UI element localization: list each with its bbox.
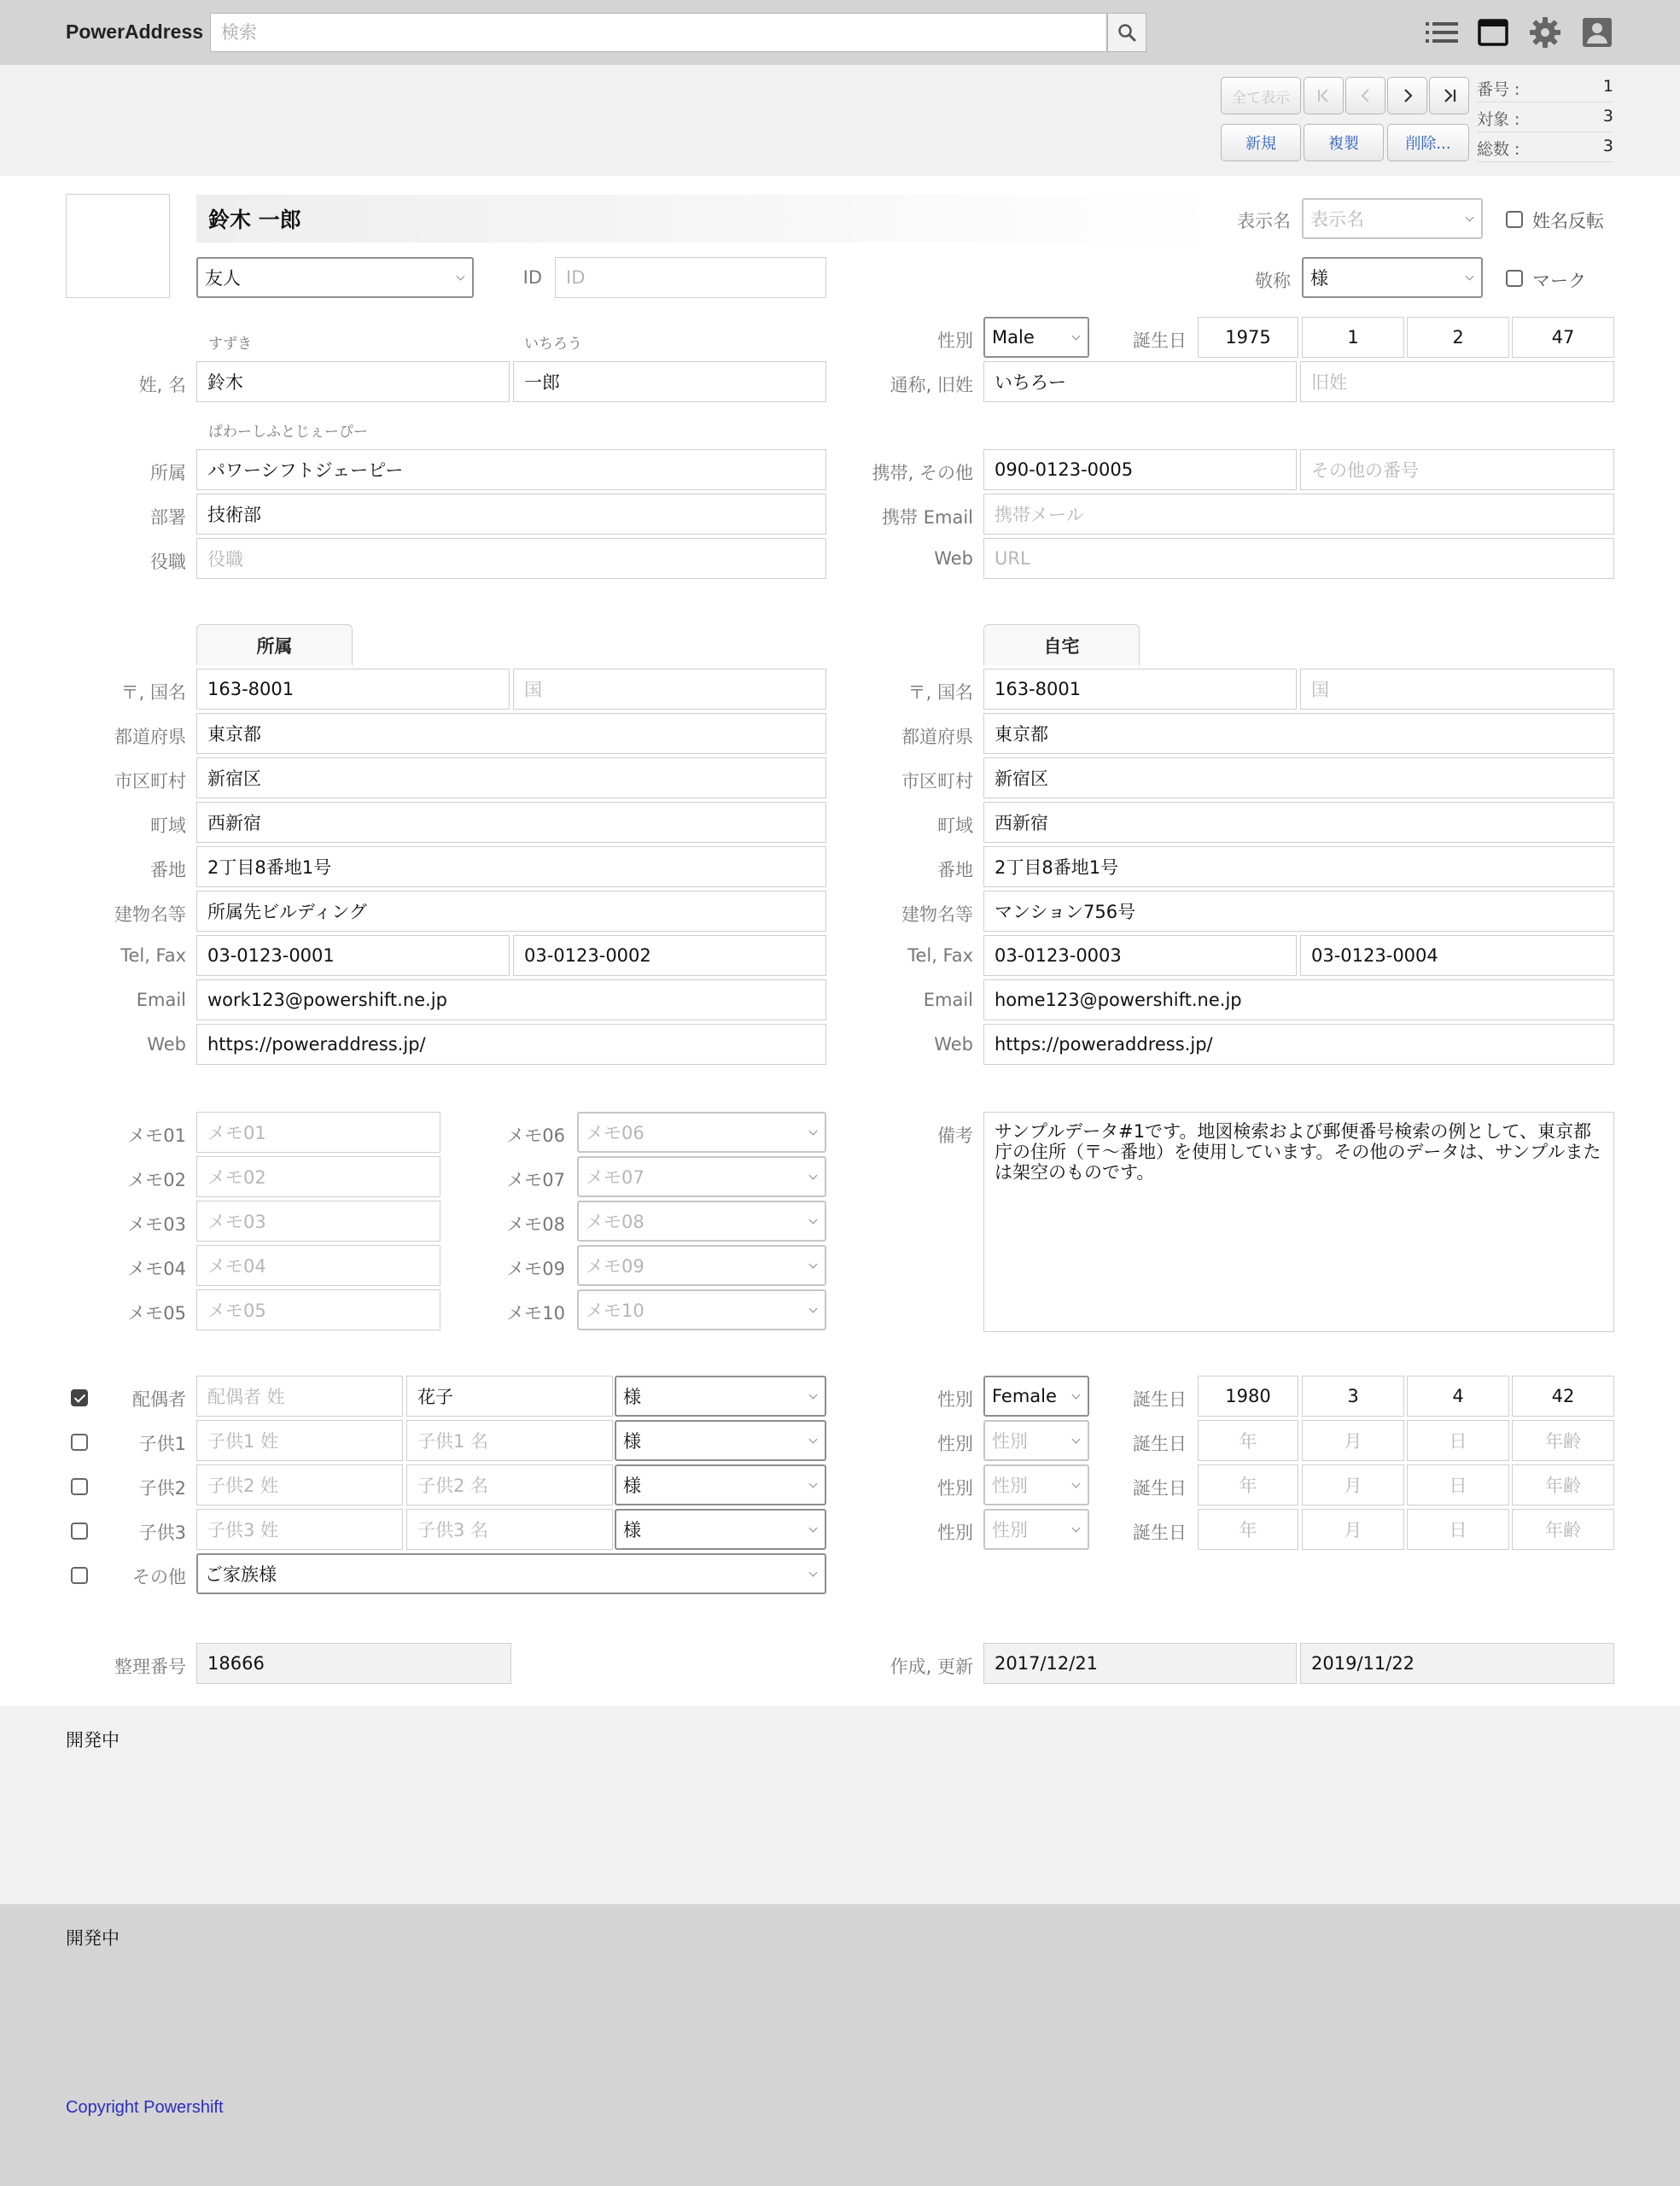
dev-notice: 開発中 — [66, 1730, 120, 1751]
memo03-label: メモ03 — [127, 1214, 186, 1235]
memo10-label: メモ10 — [506, 1303, 565, 1324]
tel-fax-label: Tel, Fax — [120, 945, 186, 966]
photo-placeholder[interactable] — [66, 194, 170, 298]
home-street-field[interactable]: 2丁目8番地1号 — [983, 846, 1614, 887]
updated-date-field: 2019/11/22 — [1300, 1643, 1614, 1684]
dept-field[interactable]: 技術部 — [196, 494, 826, 535]
child2-last-name-field[interactable]: 子供2 姓 — [196, 1464, 403, 1505]
work-fax-field[interactable]: 03-0123-0002 — [513, 935, 826, 976]
birthday-label: 誕生日 — [1133, 1434, 1187, 1454]
home-country-field[interactable]: 国 — [1300, 669, 1614, 710]
memo02-field[interactable]: メモ02 — [196, 1156, 440, 1197]
honorific-label: 敬称 — [1255, 271, 1291, 291]
gender-label: 性別 — [937, 1389, 973, 1410]
tel-fax-label: Tel, Fax — [907, 945, 973, 966]
street-label: 番地 — [150, 860, 186, 880]
show-all-button[interactable]: 全て表示 — [1221, 77, 1301, 114]
nickname-label: 通称, 旧姓 — [890, 375, 973, 395]
stat-total-count — [1477, 137, 1613, 162]
city-label: 市区町村 — [114, 771, 186, 792]
work-pref-field[interactable]: 東京都 — [196, 713, 826, 754]
mobile-email-label: 携帯 Email — [882, 507, 973, 528]
stat-value: 3 — [1602, 107, 1613, 126]
last-name-field[interactable]: 鈴木 — [196, 361, 510, 402]
memo05-field[interactable]: メモ05 — [196, 1289, 440, 1330]
memo06-label: メモ06 — [506, 1125, 565, 1146]
dev-panel-2 — [0, 1904, 1680, 2186]
birthday-label: 誕生日 — [1133, 330, 1187, 351]
child3-birth-year-field[interactable]: 年 — [1198, 1509, 1298, 1550]
new-button[interactable]: 新規 — [1221, 124, 1301, 161]
first-name-field[interactable]: 一郎 — [513, 361, 826, 402]
memo05-label: メモ05 — [127, 1303, 186, 1324]
memo04-label: メモ04 — [127, 1259, 186, 1279]
spouse-age-field[interactable]: 42 — [1512, 1376, 1614, 1417]
other-family-select[interactable]: ご家族様 — [196, 1553, 826, 1594]
maiden-name-field[interactable]: 旧姓 — [1300, 361, 1614, 402]
job-title-field[interactable]: 役職 — [196, 538, 826, 579]
stat-record-number — [1477, 77, 1613, 102]
note-label: 備考 — [937, 1125, 973, 1146]
dev-panel-1 — [0, 1706, 1680, 1904]
birthday-label: 誕生日 — [1133, 1523, 1187, 1543]
created-date-field: 2017/12/21 — [983, 1643, 1297, 1684]
memo03-field[interactable]: メモ03 — [196, 1201, 440, 1242]
org-kana: ぱわーしふとじぇーぴー — [208, 424, 368, 441]
memo09-select[interactable]: メモ09 — [577, 1245, 826, 1286]
memo06-select[interactable]: メモ06 — [577, 1112, 826, 1153]
dept-label: 部署 — [150, 507, 186, 528]
id-field[interactable]: ID — [555, 257, 826, 298]
gender-label: 性別 — [937, 1523, 973, 1543]
other-family-checkbox[interactable] — [71, 1567, 88, 1584]
pref-label: 都道府県 — [114, 727, 186, 747]
work-street-field[interactable]: 2丁目8番地1号 — [196, 846, 826, 887]
child1-label: 子供1 — [138, 1434, 186, 1454]
city-label: 市区町村 — [901, 771, 973, 792]
memo10-select[interactable]: メモ10 — [577, 1289, 826, 1330]
child2-checkbox[interactable] — [71, 1478, 88, 1495]
search-icon — [1117, 22, 1137, 43]
settings-button[interactable] — [1528, 15, 1562, 50]
memo08-label: メモ08 — [506, 1214, 565, 1235]
memo04-field[interactable]: メモ04 — [196, 1245, 440, 1286]
child1-first-name-field[interactable]: 子供1 名 — [406, 1420, 613, 1461]
spouse-gender-select[interactable]: Female — [983, 1376, 1089, 1417]
first-name-kana: いちろう — [524, 336, 582, 353]
name-reverse-label: 姓名反転 — [1532, 211, 1604, 231]
home-town-field[interactable]: 西新宿 — [983, 802, 1614, 843]
child1-birth-month-field[interactable]: 月 — [1302, 1420, 1404, 1461]
child2-honorific-select[interactable]: 様 — [615, 1464, 826, 1505]
child1-last-name-field[interactable]: 子供1 姓 — [196, 1420, 403, 1461]
work-building-field[interactable]: 所属先ビルディング — [196, 891, 826, 932]
chevron-right-icon — [1400, 88, 1415, 103]
full-name-display: 鈴木 一郎 — [196, 195, 1221, 243]
nickname-field[interactable]: いちろー — [983, 361, 1297, 402]
duplicate-button[interactable]: 複製 — [1304, 124, 1384, 161]
web-label: Web — [934, 548, 973, 569]
search-button[interactable] — [1107, 13, 1146, 52]
web-label: Web — [934, 1034, 973, 1055]
building-label: 建物名等 — [114, 904, 186, 925]
stat-value: 1 — [1602, 77, 1613, 96]
age-field[interactable]: 47 — [1512, 317, 1614, 358]
child3-age-field[interactable]: 年齢 — [1512, 1509, 1614, 1550]
child3-birth-month-field[interactable]: 月 — [1302, 1509, 1404, 1550]
work-city-field[interactable]: 新宿区 — [196, 757, 826, 798]
account-button[interactable] — [1580, 15, 1614, 50]
child2-birth-year-field[interactable]: 年 — [1198, 1464, 1298, 1505]
spouse-birth-month-field[interactable]: 3 — [1302, 1376, 1404, 1417]
record-toolbar — [0, 65, 1680, 176]
last-record-button[interactable] — [1429, 77, 1469, 114]
mobile-field[interactable]: 090-0123-0005 — [983, 449, 1297, 490]
spouse-first-name-field[interactable]: 花子 — [406, 1376, 613, 1417]
gender-select[interactable]: Male — [983, 317, 1089, 358]
stat-label: 対象 : — [1477, 110, 1520, 129]
spouse-birth-year-field[interactable]: 1980 — [1198, 1376, 1298, 1417]
child3-first-name-field[interactable]: 子供3 名 — [406, 1509, 613, 1550]
stat-label: 番号 : — [1477, 80, 1520, 99]
search-input[interactable] — [210, 13, 1107, 52]
spouse-last-name-field[interactable]: 配偶者 姓 — [196, 1376, 403, 1417]
work-country-field[interactable]: 国 — [513, 669, 826, 710]
child3-label: 子供3 — [138, 1523, 186, 1543]
child1-age-field[interactable]: 年齢 — [1512, 1420, 1614, 1461]
spouse-birth-day-field[interactable]: 4 — [1407, 1376, 1509, 1417]
mobile-email-field[interactable]: 携帯メール — [983, 494, 1614, 535]
stat-label: 総数 : — [1477, 140, 1520, 159]
child3-last-name-field[interactable]: 子供3 姓 — [196, 1509, 403, 1550]
building-label: 建物名等 — [901, 904, 973, 925]
home-tel-field[interactable]: 03-0123-0003 — [983, 935, 1297, 976]
web-label: Web — [147, 1034, 186, 1055]
tab-work[interactable]: 所属 — [196, 624, 353, 665]
name-reverse-checkbox[interactable] — [1506, 211, 1523, 228]
child2-first-name-field[interactable]: 子供2 名 — [406, 1464, 613, 1505]
last-name-kana: すずき — [208, 336, 253, 353]
mark-checkbox[interactable] — [1506, 270, 1523, 287]
memo01-field[interactable]: メモ01 — [196, 1112, 440, 1153]
ref-number-field: 18666 — [196, 1643, 511, 1684]
birth-day-field[interactable]: 2 — [1407, 317, 1509, 358]
home-building-field[interactable]: マンション756号 — [983, 891, 1614, 932]
top-bar — [0, 0, 1680, 65]
window-icon — [1478, 19, 1508, 46]
work-town-field[interactable]: 西新宿 — [196, 802, 826, 843]
dates-label: 作成, 更新 — [890, 1657, 973, 1677]
id-label: ID — [522, 267, 542, 288]
birth-year-field[interactable]: 1975 — [1198, 317, 1298, 358]
work-email-field[interactable]: work123@powershift.ne.jp — [196, 979, 826, 1020]
memo07-label: メモ07 — [506, 1170, 565, 1190]
spouse-label: 配偶者 — [132, 1389, 186, 1410]
email-label: Email — [923, 990, 973, 1010]
birthday-label: 誕生日 — [1133, 1478, 1187, 1499]
other-phone-field[interactable]: その他の番号 — [1300, 449, 1614, 490]
gender-label: 性別 — [937, 1434, 973, 1454]
home-pref-field[interactable]: 東京都 — [983, 713, 1614, 754]
town-label: 町域 — [150, 815, 186, 836]
stat-target-count — [1477, 107, 1613, 132]
org-label: 所属 — [150, 463, 186, 483]
child1-honorific-select[interactable]: 様 — [615, 1420, 826, 1461]
child2-label: 子供2 — [138, 1478, 186, 1499]
mark-label: マーク — [1532, 271, 1586, 291]
child2-age-field[interactable]: 年齢 — [1512, 1464, 1614, 1505]
work-zip-field[interactable]: 163-8001 — [196, 669, 510, 710]
zip-country-label: 〒, 国名 — [120, 682, 186, 703]
work-tel-field[interactable]: 03-0123-0001 — [196, 935, 510, 976]
spouse-honorific-select[interactable]: 様 — [615, 1376, 826, 1417]
dev-notice: 開発中 — [66, 1928, 120, 1949]
note-textarea[interactable]: サンプルデータ#1です。地図検索および郵便番号検索の例として、東京都庁の住所（〒〜番地）を使用しています。その他のデータは、サンプルまたは架空のものです。 — [983, 1112, 1614, 1332]
street-label: 番地 — [937, 860, 973, 880]
web-field[interactable]: URL — [983, 538, 1614, 579]
copyright-link[interactable]: Copyright Powershift — [66, 2098, 224, 2117]
birth-month-field[interactable]: 1 — [1302, 317, 1404, 358]
gear-icon — [1529, 16, 1561, 49]
child3-gender-select[interactable]: 性別 — [983, 1509, 1089, 1550]
memo01-label: メモ01 — [127, 1125, 186, 1146]
memo09-label: メモ09 — [506, 1259, 565, 1279]
spouse-checkbox[interactable] — [71, 1389, 88, 1406]
home-email-field[interactable]: home123@powershift.ne.jp — [983, 979, 1614, 1020]
delete-button[interactable]: 削除... — [1387, 124, 1469, 161]
account-icon — [1582, 17, 1613, 48]
child1-checkbox[interactable] — [71, 1434, 88, 1451]
first-record-button[interactable] — [1304, 77, 1344, 114]
app-title: PowerAddress — [66, 20, 204, 43]
email-label: Email — [136, 990, 186, 1010]
child3-birth-day-field[interactable]: 日 — [1407, 1509, 1509, 1550]
zip-country-label: 〒, 国名 — [907, 682, 973, 703]
memo02-label: メモ02 — [127, 1170, 186, 1190]
tab-home[interactable]: 自宅 — [983, 624, 1140, 665]
home-web-field[interactable]: https://poweraddress.jp/ — [983, 1024, 1614, 1065]
mobile-label: 携帯, その他 — [872, 463, 973, 483]
first-icon — [1316, 88, 1332, 103]
display-name-select[interactable]: 表示名 — [1302, 198, 1483, 239]
work-web-field[interactable]: https://poweraddress.jp/ — [196, 1024, 826, 1065]
child1-gender-select[interactable]: 性別 — [983, 1420, 1089, 1461]
town-label: 町域 — [937, 815, 973, 836]
child3-honorific-select[interactable]: 様 — [615, 1509, 826, 1550]
child2-birth-day-field[interactable]: 日 — [1407, 1464, 1509, 1505]
prev-record-button[interactable] — [1345, 77, 1385, 114]
ref-number-label: 整理番号 — [114, 1657, 186, 1677]
stat-value: 3 — [1602, 137, 1613, 155]
display-name-label: 表示名 — [1237, 211, 1291, 231]
chevron-left-icon — [1358, 88, 1374, 103]
child3-checkbox[interactable] — [71, 1523, 88, 1540]
honorific-select[interactable]: 様 — [1302, 257, 1483, 298]
child1-birth-year-field[interactable]: 年 — [1198, 1420, 1298, 1461]
child1-birth-day-field[interactable]: 日 — [1407, 1420, 1509, 1461]
home-city-field[interactable]: 新宿区 — [983, 757, 1614, 798]
memo08-select[interactable]: メモ08 — [577, 1201, 826, 1242]
child2-gender-select[interactable]: 性別 — [983, 1464, 1089, 1505]
memo07-select[interactable]: メモ07 — [577, 1156, 826, 1197]
child2-birth-month-field[interactable]: 月 — [1302, 1464, 1404, 1505]
other-family-label: その他 — [132, 1567, 186, 1587]
org-field[interactable]: パワーシフトジェーピー — [196, 449, 826, 490]
list-view-button[interactable] — [1425, 15, 1459, 50]
home-zip-field[interactable]: 163-8001 — [983, 669, 1297, 710]
gender-label: 性別 — [937, 330, 973, 351]
pref-label: 都道府県 — [901, 727, 973, 747]
birthday-label: 誕生日 — [1133, 1389, 1187, 1410]
next-record-button[interactable] — [1387, 77, 1427, 114]
home-fax-field[interactable]: 03-0123-0004 — [1300, 935, 1614, 976]
gender-label: 性別 — [937, 1478, 973, 1499]
job-title-label: 役職 — [150, 552, 186, 572]
name-label: 姓, 名 — [138, 375, 186, 395]
last-icon — [1442, 88, 1457, 103]
group-select[interactable]: 友人 — [196, 257, 474, 298]
list-icon — [1426, 20, 1458, 44]
card-view-button[interactable] — [1476, 15, 1510, 50]
